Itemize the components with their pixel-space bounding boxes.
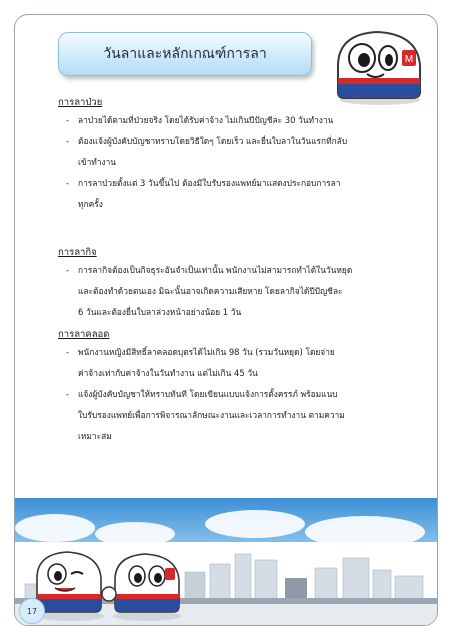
list-item: - แจ้งผู้บังคับบัญชาให้ทราบทันที โดยเขียนแบบแจ้งการตั้งครรภ์ พร้อมแนบ ใบรับรองแพทย์เพื่อการพิจารณาลักษณะงานและเวลาการทำงาน ตามความ เหมาะสม bbox=[66, 389, 345, 441]
section-heading: การลาคลอด bbox=[58, 329, 110, 340]
section-maternity-leave bbox=[58, 328, 345, 447]
section-personal-leave bbox=[58, 246, 352, 323]
list-item: - ลาป่วยได้ตามที่ป่วยจริง โดยได้รับค่าจ้าง ไม่เกินปีปัญชีละ 30 วันทำงาน bbox=[66, 115, 334, 125]
mascot-badge: M bbox=[404, 54, 414, 65]
section-heading: การลากิจ bbox=[58, 247, 97, 258]
list-item: - การลาป่วยตั้งแต่ 3 วันขึ้นไป ต้องมีใบรับรองแพทย์มาแสดงประกอบการลา ทุกครั้ง bbox=[66, 178, 341, 209]
section-heading: การลาป่วย bbox=[58, 97, 103, 108]
list-item: - ต้องแจ้งผู้บังคับบัญชาทราบโดยวิธีใดๆ โดยเร็ว และยื่นใบลาในวันแรกที่กลับ เข้าทำงาน bbox=[66, 136, 348, 167]
page-title: วันลาและหลักเกณฑ์การลา bbox=[103, 46, 267, 62]
section-sick-leave bbox=[58, 96, 347, 215]
title-banner bbox=[58, 32, 312, 76]
mascot-train-icon bbox=[322, 26, 432, 106]
list-item: - พนักงานหญิงมีสิทธิ์ลาคลอดบุตรได้ไม่เกิน 98 วัน (รวมวันหยุด) โดยจ่าย ค่าจ้างเท่ากับค่าจ้างในวันทำงาน แต่ไม่เกิน 45 วัน bbox=[66, 347, 335, 378]
city-skyline-icon bbox=[15, 498, 437, 625]
list-item: - การลากิจต้องเป็นกิจธุระอันจำเป็นเท่านั้น พนักงานไม่สามารถทำได้ในวันหยุด และต้องทำด้วยตนเอง มิฉะนั้นอาจเกิดความเสียหาย โดยลากิจได้ปีปัญชีละ 6 วันและต้องยื่นใบลาล่วงหน้าอย่างน้อย 1 วัน bbox=[66, 265, 353, 317]
page-number: 17 bbox=[19, 598, 45, 624]
